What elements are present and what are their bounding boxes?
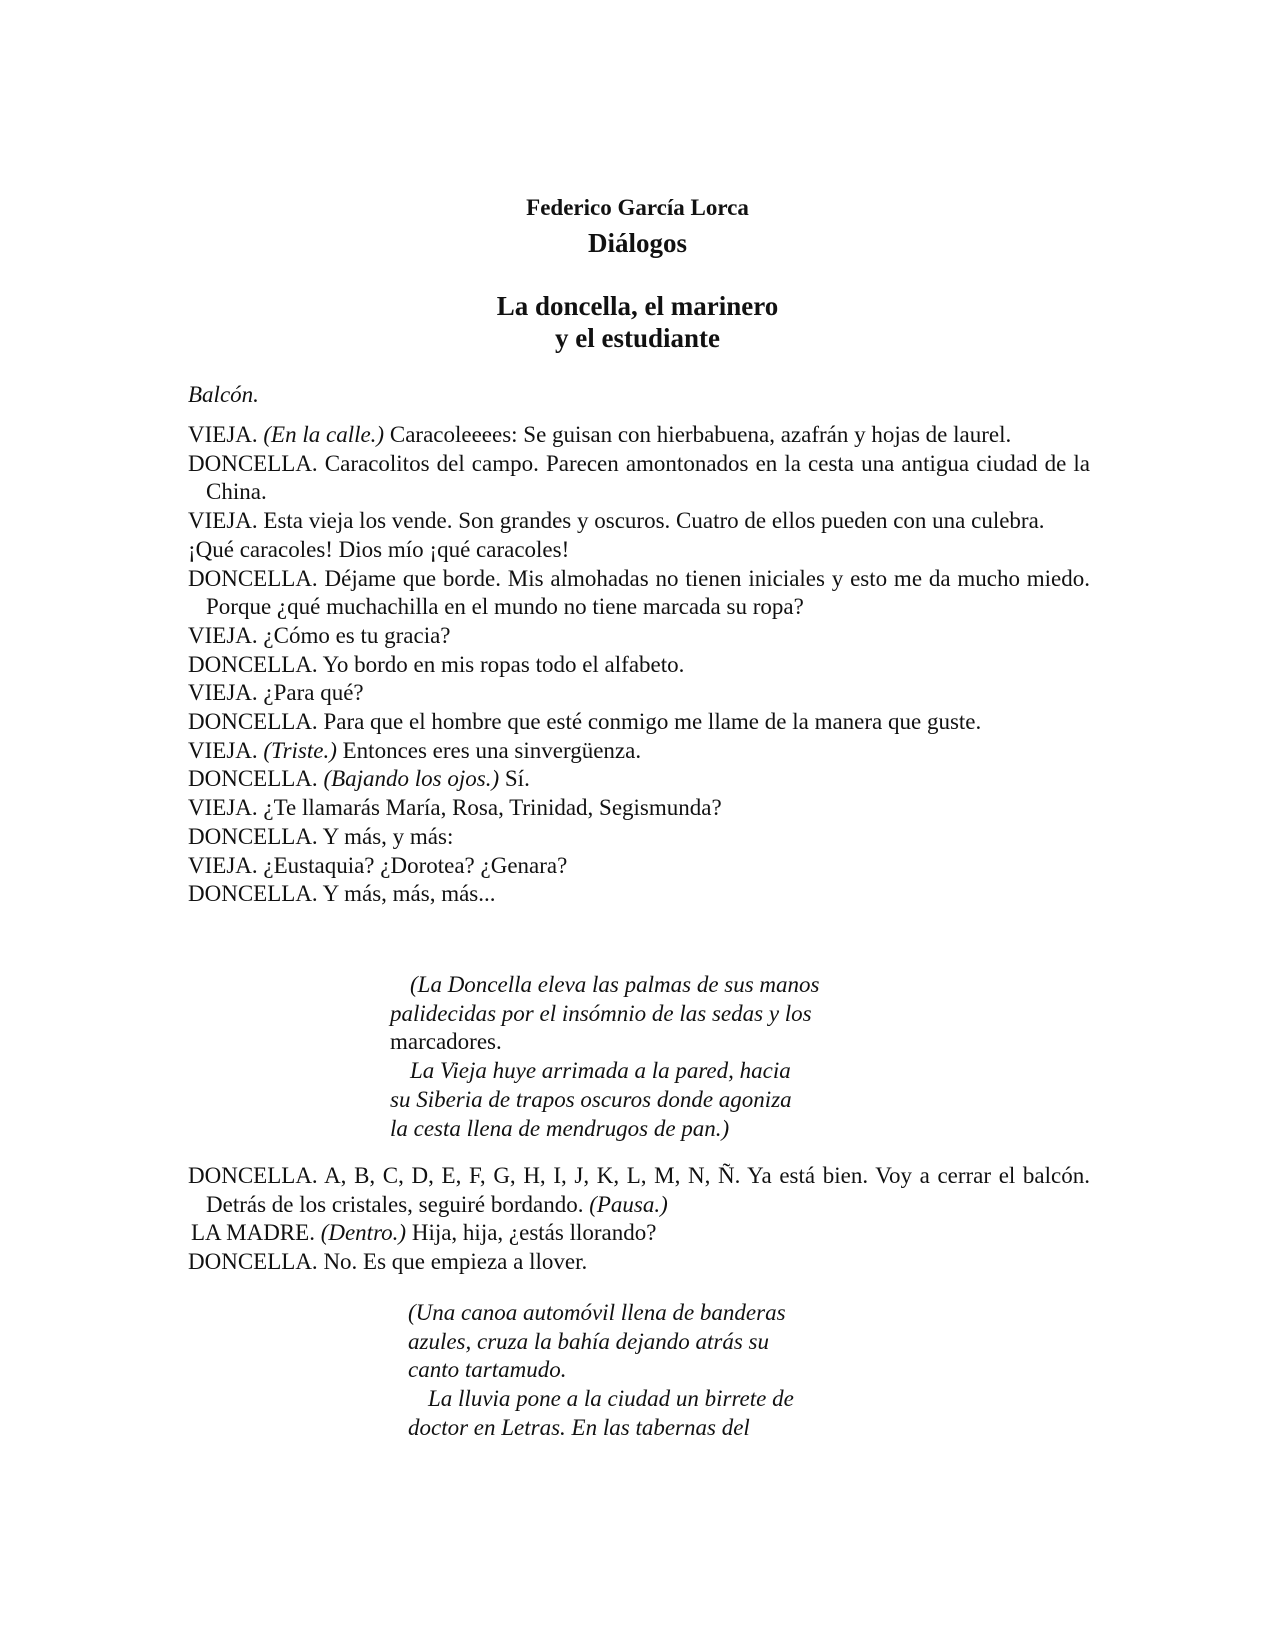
dialogue-line [188, 679, 1090, 708]
author-name: Federico García Lorca [526, 195, 749, 220]
dialogue-line [188, 794, 1090, 823]
stage-direction: (Pausa.) [589, 1191, 668, 1217]
dialogue-line [188, 852, 1090, 881]
stage-direction: (Dentro.) [320, 1220, 407, 1246]
dialogue-line [188, 536, 1090, 565]
speaker-name: DONCELLA. [188, 565, 318, 591]
dialogue-line [188, 765, 1090, 794]
dialogue-line [188, 823, 1090, 852]
speaker-name: DONCELLA. [188, 766, 318, 792]
speech-text: No. Es que empieza a llover. [323, 1249, 588, 1275]
speaker-name: VIEJA. [188, 852, 258, 878]
speaker-name: DONCELLA. [188, 1249, 318, 1275]
stage-line: (La Doncella eleva las palmas de sus manos [410, 972, 820, 997]
speaker-name: DONCELLA. [188, 823, 318, 849]
dialogue-block [188, 1162, 1090, 1277]
speaker-name: VIEJA. [188, 680, 258, 706]
stage-direction-block [390, 971, 860, 1143]
speech-text: ¿Para qué? [263, 680, 364, 706]
speech-text: ¡Qué caracoles! Dios mío ¡qué caracoles! [188, 536, 570, 562]
speaker-name: DONCELLA. [188, 450, 318, 476]
speaker-name: VIEJA. [188, 622, 258, 648]
speaker-name: DONCELLA. [188, 881, 318, 907]
scene-heading: Balcón. [188, 382, 259, 407]
speech-text: Hija, hija, ¿estás llorando? [411, 1220, 657, 1246]
dialogue-line [188, 450, 1090, 507]
stage-direction: (En la calle.) [263, 422, 385, 447]
speaker-name: LA MADRE. [191, 1220, 315, 1246]
speaker-name: VIEJA. [188, 737, 258, 763]
stage-line: (Una canoa automóvil llena de banderas [408, 1300, 786, 1325]
stage-line: su Siberia de trapos oscuros donde agoniza [390, 1086, 792, 1112]
stage-line: doctor en Letras. En las tabernas del [408, 1414, 750, 1440]
work-title: Diálogos [587, 228, 687, 258]
dialogue-line [188, 421, 1090, 450]
speaker-name: DONCELLA. [188, 1163, 318, 1188]
dialogue-line [188, 1248, 1090, 1277]
stage-line: marcadores. [390, 1029, 502, 1055]
play-title-line: y el estudiante [555, 323, 720, 353]
dialogue-line [188, 737, 1090, 766]
stage-line: azules, cruza la bahía dejando atrás su [408, 1328, 769, 1354]
speech-text: Entonces eres una sinvergüenza. [342, 737, 642, 763]
speech-text: Caracolitos del campo. Parecen amontonados en la cesta una antigua ciudad de la China. [206, 450, 1090, 505]
speaker-name: VIEJA. [188, 795, 258, 821]
stage-line: palidecidas por el insómnio de las sedas y los [390, 1000, 812, 1026]
speech-text: Para que el hombre que esté conmigo me llame de la manera que guste. [323, 709, 982, 735]
dialogue-block [188, 421, 1090, 909]
stage-line: La lluvia pone a la ciudad un birrete de [428, 1386, 794, 1412]
stage-direction-block [408, 1299, 878, 1443]
speech-text: Sí. [504, 766, 530, 792]
stage-line: la cesta llena de mendrugos de pan.) [390, 1115, 730, 1141]
dialogue-line [188, 1219, 1090, 1248]
speech-text: Déjame que borde. Mis almohadas no tienen iniciales y esto me da mucho miedo. Porque ¿qué muchachilla en el mundo no tiene marcada su ropa? [206, 565, 1090, 620]
speech-text: Y más, más, más... [322, 881, 496, 907]
speaker-name: DONCELLA. [188, 651, 318, 677]
dialogue-line [188, 507, 1090, 536]
speaker-name: VIEJA. [188, 422, 258, 447]
dialogue-line [188, 1162, 1090, 1219]
dialogue-line [188, 651, 1090, 680]
speech-text: Caracoleeees: Se guisan con hierbabuena, azafrán y hojas de laurel. [389, 422, 1012, 447]
speech-text: Yo bordo en mis ropas todo el alfabeto. [322, 651, 685, 677]
speaker-name: VIEJA. [188, 508, 258, 534]
speech-text: ¿Cómo es tu gracia? [263, 622, 451, 648]
play-title [0, 290, 1275, 354]
stage-direction: (Bajando los ojos.) [323, 766, 500, 792]
play-title-line: La doncella, el marinero [496, 291, 779, 321]
stage-line: canto tartamudo. [408, 1357, 567, 1383]
dialogue-line [188, 708, 1090, 737]
stage-direction: (Triste.) [263, 737, 337, 763]
dialogue-line [188, 622, 1090, 651]
stage-line: La Vieja huye arrimada a la pared, hacia [410, 1058, 791, 1084]
speech-text: Esta vieja los vende. Son grandes y oscuros. Cuatro de ellos pueden con una culebra. [263, 508, 1045, 534]
dialogue-line [188, 880, 1090, 909]
speech-text: A, B, C, D, E, F, G, H, I, J, K, L, M, N, Ñ. Ya está bien. Voy a cerrar el balcón. Detrás de los cristales, seguiré bordando. [206, 1163, 1090, 1217]
speech-text: ¿Eustaquia? ¿Dorotea? ¿Genara? [263, 852, 568, 878]
speaker-name: DONCELLA. [188, 709, 318, 735]
speech-text: Y más, y más: [322, 823, 454, 849]
speech-text: ¿Te llamarás María, Rosa, Trinidad, Segismunda? [263, 795, 722, 821]
dialogue-line [188, 565, 1090, 622]
